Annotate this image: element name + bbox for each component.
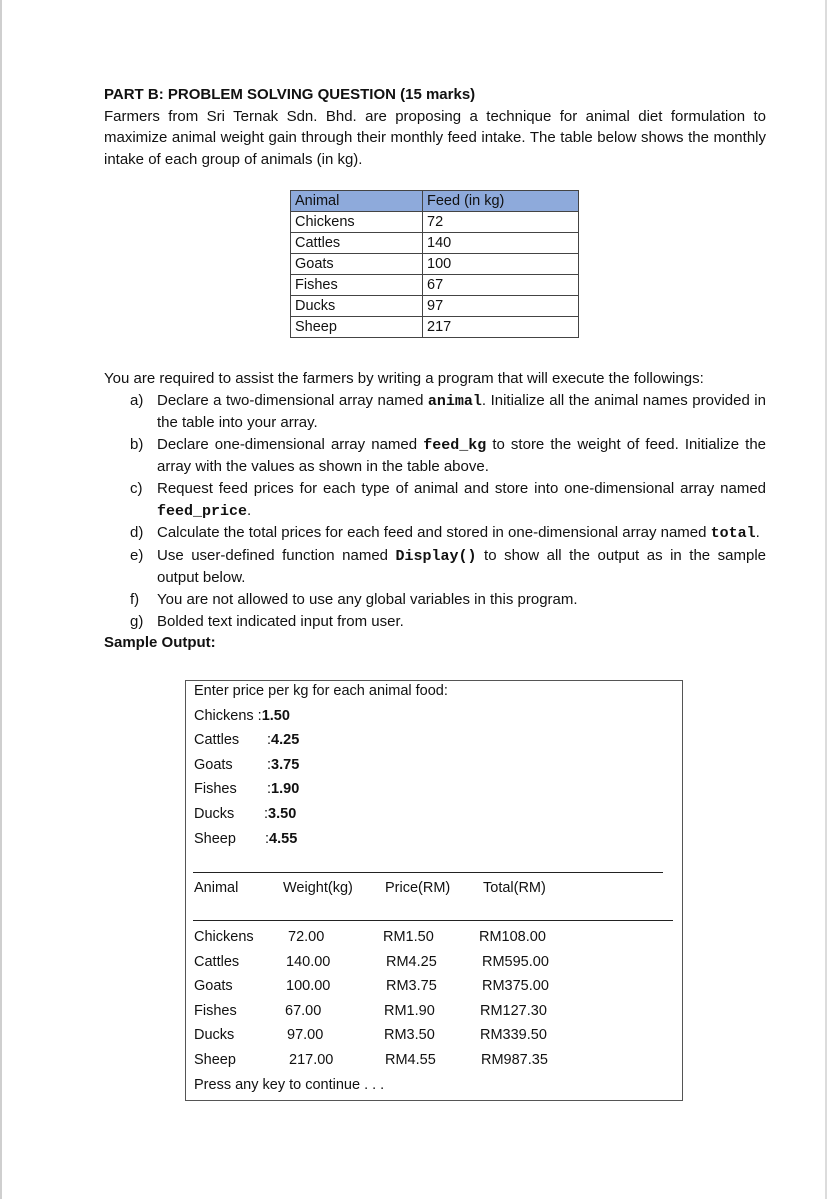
task-text: Calculate the total prices for each feed and stored in one-dimensional array named bbox=[157, 524, 711, 542]
task-text: . bbox=[247, 501, 252, 519]
prompt-line: Enter price per kg for each animal food: bbox=[194, 683, 448, 699]
input-animal: Chickens bbox=[194, 708, 258, 724]
task-text: to show all the output as in the sample output below. bbox=[157, 546, 766, 587]
animal-cell: Sheep bbox=[291, 317, 423, 338]
row-price: RM1.90 bbox=[384, 1003, 435, 1019]
task-text: Declare a two-dimensional array named bbox=[157, 391, 428, 409]
row-total: RM127.30 bbox=[480, 1003, 547, 1019]
input-animal: Ducks bbox=[194, 806, 235, 822]
task-text: . bbox=[755, 524, 760, 542]
row-total: RM339.50 bbox=[480, 1027, 547, 1043]
row-weight: 67.00 bbox=[285, 1003, 322, 1019]
code-identifier: total bbox=[710, 525, 756, 543]
task-a bbox=[104, 390, 766, 434]
row-price: RM4.25 bbox=[386, 954, 437, 970]
intro-paragraph: Farmers from Sri Ternak Sdn. Bhd. are proposing a technique for animal diet formulation to maximize animal weight gain through their monthly feed intake. The table below shows the monthly intake of each group of animals (in kg). bbox=[104, 107, 766, 168]
divider-line bbox=[193, 920, 673, 921]
row-price: RM1.50 bbox=[383, 929, 434, 945]
header-price: Price(RM) bbox=[385, 880, 451, 896]
task-text: Request feed prices for each type of animal and store into one-dimensional array named bbox=[157, 479, 766, 497]
input-value: 3.50 bbox=[268, 806, 297, 822]
code-identifier: feed_price bbox=[157, 502, 248, 520]
input-value: 1.50 bbox=[261, 708, 290, 724]
input-value: 3.75 bbox=[271, 757, 300, 773]
header-animal: Animal bbox=[194, 880, 239, 896]
input-separator: : bbox=[267, 757, 272, 773]
task-text: Bolded text indicated input from user. bbox=[157, 612, 404, 630]
task-label: g) bbox=[130, 612, 144, 630]
header-total: Total(RM) bbox=[483, 880, 546, 896]
animal-cell: Ducks bbox=[291, 296, 423, 317]
row-total: RM375.00 bbox=[482, 978, 549, 994]
task-f bbox=[104, 589, 766, 611]
task-list bbox=[104, 390, 766, 633]
task-label: e) bbox=[130, 546, 144, 564]
row-animal: Chickens bbox=[194, 929, 254, 945]
row-price: RM3.50 bbox=[384, 1027, 435, 1043]
feed-cell: 72 bbox=[423, 212, 579, 233]
input-line bbox=[194, 806, 296, 822]
task-text: to store the weight of feed. Initialize the array with the values as shown in the table above. bbox=[157, 435, 767, 476]
input-separator: : bbox=[267, 781, 272, 797]
input-animal: Cattles bbox=[194, 732, 240, 748]
input-separator: : bbox=[265, 831, 270, 847]
row-total: RM595.00 bbox=[482, 954, 549, 970]
row-weight: 100.00 bbox=[286, 978, 331, 994]
code-identifier: Display() bbox=[395, 547, 477, 565]
input-line bbox=[194, 708, 290, 724]
feed-cell: 67 bbox=[423, 275, 579, 296]
input-separator: : bbox=[264, 806, 269, 822]
row-weight: 97.00 bbox=[287, 1027, 324, 1043]
task-c bbox=[104, 478, 766, 522]
page-left-edge bbox=[0, 0, 2, 1199]
input-value: 4.25 bbox=[271, 732, 300, 748]
task-intro: You are required to assist the farmers by writing a program that will execute the followings: bbox=[104, 370, 704, 387]
question-text bbox=[104, 84, 766, 170]
row-weight: 140.00 bbox=[286, 954, 331, 970]
task-label: c) bbox=[130, 479, 143, 497]
part-heading: PART B: PROBLEM SOLVING QUESTION (15 marks) bbox=[104, 86, 476, 103]
header-animal: Animal bbox=[291, 191, 423, 212]
table-row bbox=[291, 233, 579, 254]
input-separator: : bbox=[257, 708, 262, 724]
task-text: You are not allowed to use any global variables in this program. bbox=[157, 590, 578, 608]
table-row bbox=[291, 212, 579, 233]
sample-output-title: Sample Output: bbox=[104, 634, 216, 652]
feed-cell: 97 bbox=[423, 296, 579, 317]
task-label: b) bbox=[130, 435, 144, 453]
animal-cell: Chickens bbox=[291, 212, 423, 233]
sample-output-box bbox=[185, 680, 683, 1101]
task-text: Use user-defined function named bbox=[157, 546, 396, 564]
input-line bbox=[194, 732, 299, 748]
feed-table bbox=[290, 190, 579, 338]
row-animal: Fishes bbox=[194, 1003, 237, 1019]
header-feed: Feed (in kg) bbox=[423, 191, 579, 212]
input-value: 4.55 bbox=[269, 831, 298, 847]
code-identifier: feed_kg bbox=[423, 436, 487, 454]
task-g bbox=[104, 611, 766, 633]
header-weight: Weight(kg) bbox=[283, 880, 353, 896]
task-label: f) bbox=[130, 590, 140, 608]
row-weight: 72.00 bbox=[288, 929, 325, 945]
task-e bbox=[104, 545, 766, 589]
table-row bbox=[291, 275, 579, 296]
feed-cell: 100 bbox=[423, 254, 579, 275]
instructions bbox=[104, 368, 766, 654]
row-total: RM108.00 bbox=[479, 929, 546, 945]
input-animal: Fishes bbox=[194, 781, 237, 797]
row-weight: 217.00 bbox=[289, 1052, 334, 1068]
input-animal: Sheep bbox=[194, 831, 236, 847]
task-label: d) bbox=[130, 524, 144, 542]
row-price: RM3.75 bbox=[386, 978, 437, 994]
task-text: Declare one-dimensional array named bbox=[157, 435, 424, 453]
divider-line bbox=[193, 872, 663, 873]
input-line bbox=[194, 831, 297, 847]
row-animal: Ducks bbox=[194, 1027, 235, 1043]
input-value: 1.90 bbox=[271, 781, 300, 797]
animal-cell: Fishes bbox=[291, 275, 423, 296]
feed-cell: 140 bbox=[423, 233, 579, 254]
input-animal: Goats bbox=[194, 757, 233, 773]
task-label: a) bbox=[130, 391, 144, 409]
row-price: RM4.55 bbox=[385, 1052, 436, 1068]
continue-prompt: Press any key to continue . . . bbox=[194, 1077, 385, 1093]
feed-table-header bbox=[291, 191, 579, 212]
input-line bbox=[194, 757, 299, 773]
table-row bbox=[291, 254, 579, 275]
task-d bbox=[104, 522, 766, 545]
row-animal: Sheep bbox=[194, 1052, 236, 1068]
table-row bbox=[291, 296, 579, 317]
animal-cell: Cattles bbox=[291, 233, 423, 254]
row-total: RM987.35 bbox=[481, 1052, 548, 1068]
task-text: . Initialize all the animal names provided in the table into your array. bbox=[157, 391, 766, 432]
input-line bbox=[194, 781, 299, 797]
table-row bbox=[291, 317, 579, 338]
animal-cell: Goats bbox=[291, 254, 423, 275]
row-animal: Cattles bbox=[194, 954, 240, 970]
task-b bbox=[104, 434, 766, 478]
row-animal: Goats bbox=[194, 978, 233, 994]
input-separator: : bbox=[267, 732, 272, 748]
feed-cell: 217 bbox=[423, 317, 579, 338]
code-identifier: animal bbox=[427, 392, 482, 410]
